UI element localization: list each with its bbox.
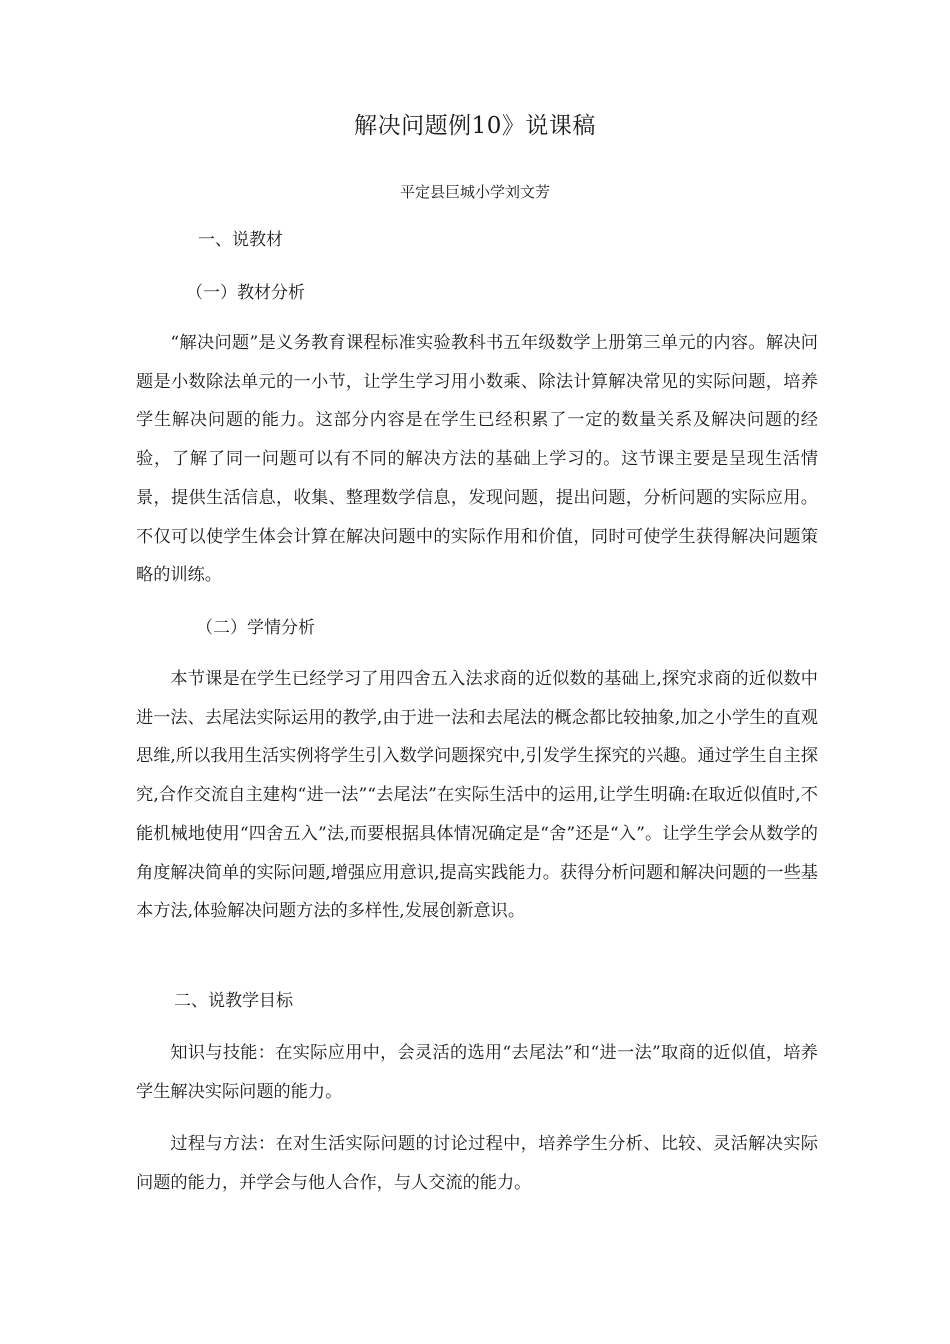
subsection-2-heading: （二）学情分析 (196, 618, 315, 638)
student-analysis-paragraph: 本节课是在学生已经学习了用四舍五入法求商的近似数的基础上,探究求商的近似数中进一法、去尾法实际运用的教学,由于进一法和去尾法的概念都比较抽象,加之小学生的直观思维,所以我用生活实例将学生引入数学问题探究中,引发学生探究的兴趣。通过学生自主探究,合作交流自主建构“进一法”“去尾法”在实际生活中的运用,让学生明确:在取近似值时,不能机械地使用“四舍五入”法,而要根据具体情况确定是“舍”还是“入”。让学生学会从数学的角度解决简单的实际问题,增强应用意识,提高实践能力。获得分析问题和解决问题的一些基本方法,体验解决问题方法的多样性,发展创新意识。 (136, 669, 818, 922)
document-title: 解决问题例10》说课稿 (354, 113, 596, 139)
goal-process-paragraph: 过程与方法：在对生活实际问题的讨论过程中，培养学生分析、比较、灵活解决实际问题的能力，并学会与他人合作，与人交流的能力。 (136, 1134, 818, 1193)
textbook-analysis-paragraph: “解决问题”是义务教育课程标准实验教科书五年级数学上册第三单元的内容。解决问题是小数除法单元的一小节，让学生学习用小数乘、除法计算解决常见的实际问题，培养学生解决问题的能力。这部分内容是在学生已经积累了一定的数量关系及解决问题的经验，了解了同一问题可以有不同的解决方法的基础上学习的。这节课主要是呈现生活情景，提供生活信息，收集、整理数学信息，发现问题，提出问题，分析问题的实际应用。不仅可以使学生体会计算在解决问题中的实际作用和价值，同时可使学生获得解决问题策略的训练。 (136, 333, 818, 586)
section-2-heading: 二、说教学目标 (174, 991, 293, 1011)
document-author: 平定县巨城小学刘文芳 (399, 183, 550, 201)
subsection-1-heading: （一）教材分析 (186, 283, 305, 303)
goal-knowledge-paragraph: 知识与技能：在实际应用中，会灵活的选用“去尾法”和“进一法”取商的近似值，培养学生解决实际问题的能力。 (136, 1043, 818, 1102)
section-1-heading: 一、说教材 (198, 230, 283, 250)
